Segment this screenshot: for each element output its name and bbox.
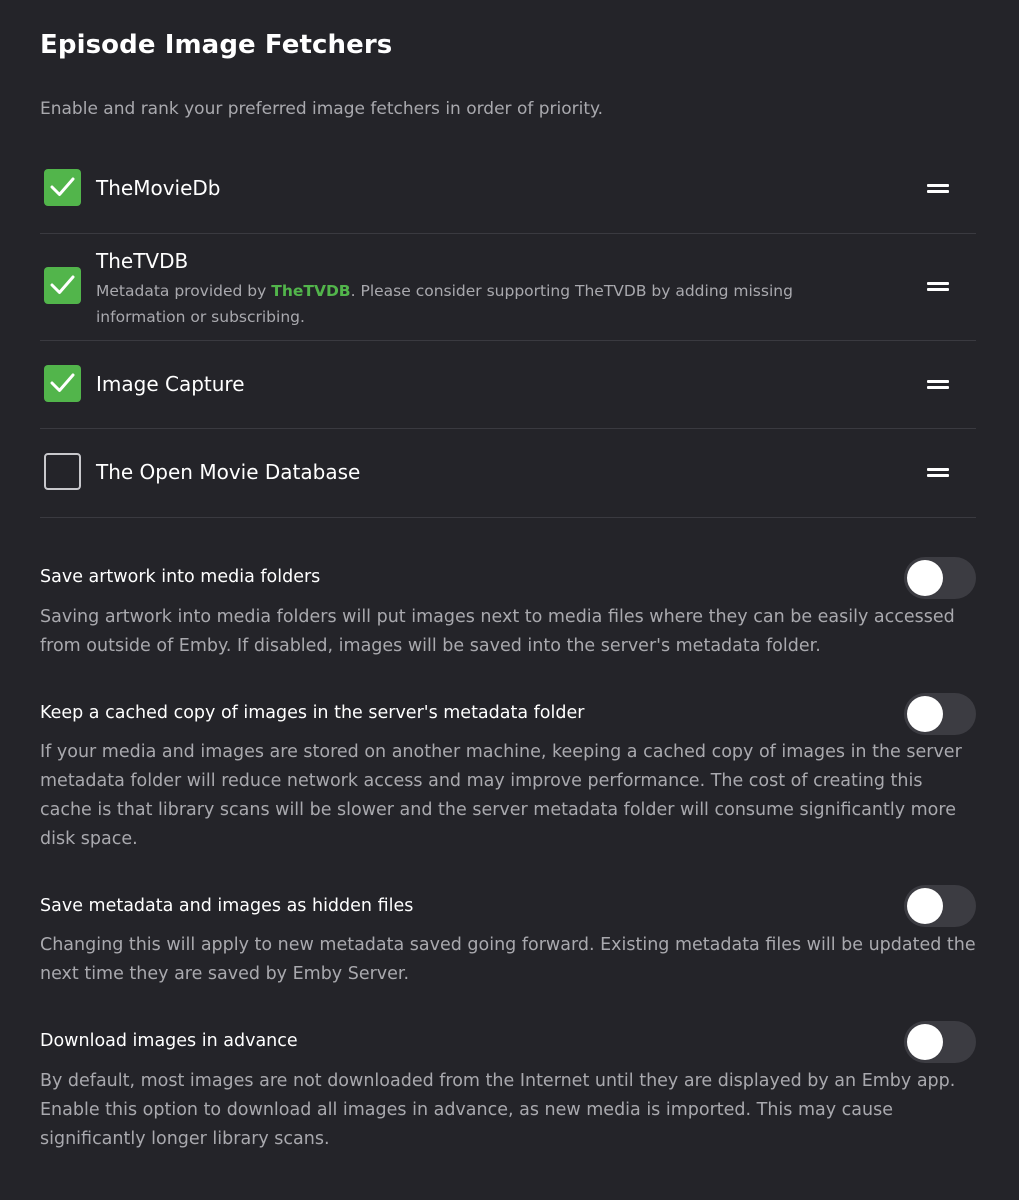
download-advance-toggle[interactable] [904, 1021, 976, 1063]
save-artwork-toggle[interactable] [904, 557, 976, 599]
fetcher-checkbox-themoviedb[interactable] [44, 169, 81, 206]
setting-label: Save metadata and images as hidden files [40, 896, 414, 916]
setting-description: Changing this will apply to new metadata saved going forward. Existing metadata files will be updated the next time they are saved by Emby Server. [40, 935, 976, 984]
check-icon [50, 274, 75, 296]
fetcher-row-image-capture [40, 341, 976, 429]
page-title: Episode Image Fetchers [40, 30, 393, 60]
drag-handle-icon[interactable] [927, 380, 949, 389]
page-subtitle: Enable and rank your preferred image fetchers in order of priority. [40, 99, 604, 119]
toggle-knob [907, 888, 943, 924]
fetcher-checkbox-thetvdb[interactable] [44, 267, 81, 304]
fetcher-name: TheTVDB [96, 249, 189, 273]
setting-label: Download images in advance [40, 1031, 298, 1051]
setting-label: Save artwork into media folders [40, 567, 321, 587]
setting-description: Saving artwork into media folders will put images next to media files where they can be easily accessed from outside of Emby. If disabled, images will be saved into the server's metadata folder. [40, 607, 955, 656]
fetcher-checkbox-image-capture[interactable] [44, 365, 81, 402]
check-icon [50, 176, 75, 198]
setting-label: Keep a cached copy of images in the server's metadata folder [40, 703, 585, 723]
setting-description: If your media and images are stored on another machine, keeping a cached copy of images in the server metadata folder will reduce network access and may improve performance. The cost of creating this cache is that library scans will be slower and the server metadata folder will consume significantly more disk space. [40, 742, 962, 849]
setting-description: By default, most images are not downloaded from the Internet until they are displayed by an Emby app. Enable this option to download all images in advance, as new media is imported. This may cause significantly longer library scans. [40, 1071, 956, 1149]
drag-handle-icon[interactable] [927, 468, 949, 477]
toggle-knob [907, 1024, 943, 1060]
toggle-knob [907, 560, 943, 596]
cached-copy-toggle[interactable] [904, 693, 976, 735]
drag-handle-icon[interactable] [927, 184, 949, 193]
fetcher-checkbox-omdb[interactable] [44, 453, 81, 490]
fetcher-name: The Open Movie Database [96, 460, 361, 484]
fetcher-name: Image Capture [96, 372, 245, 396]
fetcher-row-thetvdb [40, 234, 976, 341]
hidden-files-toggle[interactable] [904, 885, 976, 927]
toggle-knob [907, 696, 943, 732]
thetvdb-link[interactable]: TheTVDB [271, 282, 351, 300]
drag-handle-icon[interactable] [927, 282, 949, 291]
check-icon [50, 372, 75, 394]
fetcher-name: TheMovieDb [96, 176, 221, 200]
fetcher-description: Metadata provided by TheTVDB. Please consider supporting TheTVDB by adding missing information or subscribing. [96, 282, 793, 326]
fetcher-row-themoviedb [40, 144, 976, 234]
fetcher-row-omdb [40, 429, 976, 518]
